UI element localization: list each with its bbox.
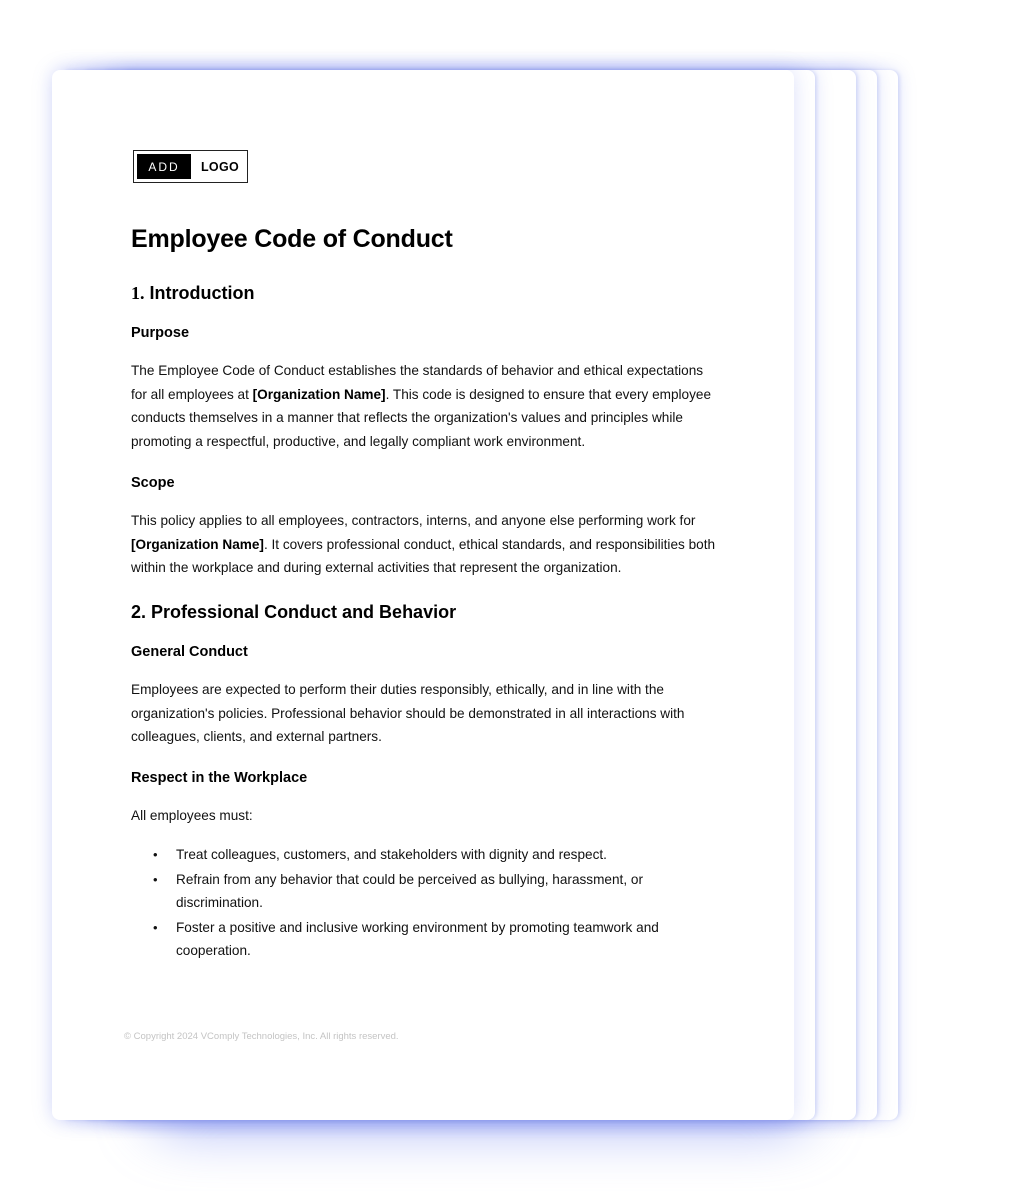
section-title: Introduction xyxy=(149,283,255,303)
purpose-text-b: . This code is designed to ensure that every employee conducts themselves in a manner that reflects the organization's values and principles while promoting a respectful, productive, and legally compliant work environment. xyxy=(131,386,712,449)
general-conduct-paragraph: Employees are expected to perform their duties responsibly, ethically, and in line with the organization's policies. Professional behavior should be demonstrated in all interactions with colleagues, clients, and external partners. xyxy=(131,682,685,745)
section-heading-professional-conduct xyxy=(131,602,456,623)
bullet-icon: • xyxy=(153,871,158,887)
logo-label: LOGO xyxy=(201,159,240,174)
organization-name: [Organization Name] xyxy=(131,536,264,552)
purpose-paragraph xyxy=(131,359,721,453)
respect-intro: All employees must: xyxy=(131,808,253,823)
list-item-text: Foster a positive and inclusive working environment by promoting teamwork and cooperation. xyxy=(176,919,659,959)
general-conduct-heading: General Conduct xyxy=(131,644,248,660)
scope-heading: Scope xyxy=(131,475,175,491)
section-number: 2. xyxy=(131,602,147,622)
scope-text-b: . It covers professional conduct, ethical standards, and responsibilities both within the workplace and during external activities that represent the organization. xyxy=(131,536,716,576)
document-page xyxy=(52,70,794,1120)
section-number: 1. xyxy=(131,283,145,303)
list-item xyxy=(131,868,721,915)
list-item xyxy=(131,916,721,963)
bullet-icon: • xyxy=(153,847,158,862)
document-title: Employee Code of Conduct xyxy=(131,225,453,253)
organization-name: [Organization Name] xyxy=(252,386,386,402)
section-heading-introduction xyxy=(131,283,255,304)
scope-text-a: This policy applies to all employees, contractors, interns, and anyone else performing work for xyxy=(131,513,696,528)
logo-add-label: ADD xyxy=(137,154,191,179)
scope-paragraph xyxy=(131,509,721,580)
list-item-text: Treat colleagues, customers, and stakeholders with dignity and respect. xyxy=(176,847,607,862)
logo-placeholder[interactable] xyxy=(133,150,248,183)
purpose-heading: Purpose xyxy=(131,325,190,341)
purpose-text-a: The Employee Code of Conduct establishes the standards of behavior and ethical expectations for all employees at xyxy=(131,363,704,402)
respect-heading: Respect in the Workplace xyxy=(131,770,308,786)
section-title: Professional Conduct and Behavior xyxy=(151,602,457,622)
list-item-text: Refrain from any behavior that could be perceived as bullying, harassment, or discrimination. xyxy=(176,871,643,911)
copyright-notice: © Copyright 2024 VComply Technologies, Inc. All rights reserved. xyxy=(124,1031,399,1042)
list-item xyxy=(131,843,721,867)
bullet-icon: • xyxy=(153,919,158,935)
respect-bullet-list xyxy=(131,843,721,964)
